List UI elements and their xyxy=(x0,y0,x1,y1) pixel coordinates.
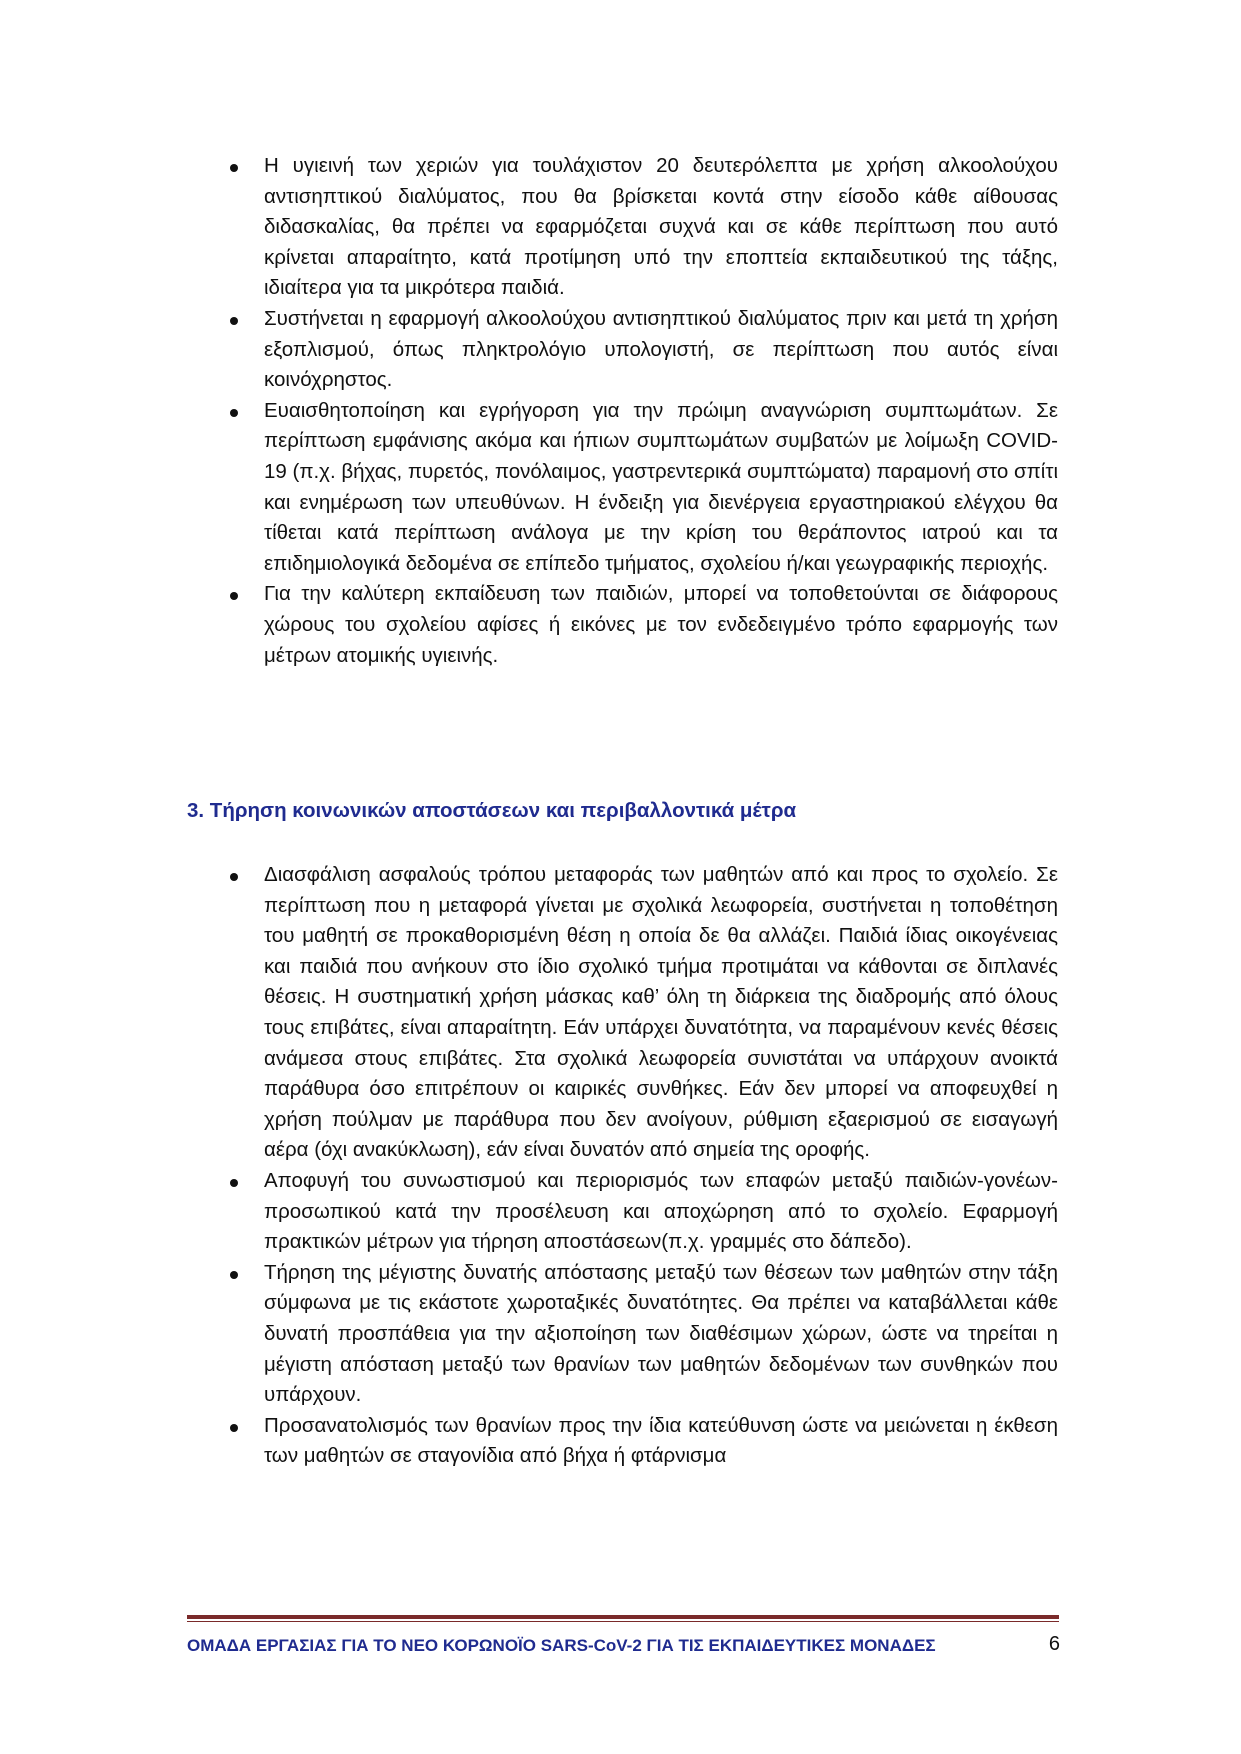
list-item xyxy=(228,304,1058,396)
bullet-icon xyxy=(230,1271,238,1279)
list-item-text: Τήρηση της μέγιστης δυνατής απόστασης μεταξύ των θέσεων των μαθητών στην τάξη σύμφωνα με τις εκάστοτε χωροταξικές δυνατότητες. Θα πρέπει να καταβάλλεται κάθε δυνατή προσπάθεια για την αξιοποίηση των διαθέσιμων χώρων, ώστε να τηρείται η μέγιστη απόσταση μεταξύ των θρανίων των μαθητών δεδομένων των συνθηκών που υπάρχουν. xyxy=(264,1260,1058,1407)
list-item xyxy=(228,860,1058,1166)
list-item-text: Συστήνεται η εφαρμογή αλκοολούχου αντισηπτικού διαλύματος πριν και μετά τη χρήση εξοπλισμού, όπως πληκτρολόγιο υπολογιστή, σε περίπτωση που αυτός είναι κοινόχρηστος. xyxy=(264,306,1058,392)
footer-divider xyxy=(187,1615,1059,1619)
list-item-text: Διασφάλιση ασφαλούς τρόπου μεταφοράς των μαθητών από και προς το σχολείο. Σε περίπτωση που η μεταφορά γίνεται με σχολικά λεωφορεία, συστήνεται η τοποθέτηση του μαθητή σε προκαθορισμένη θέση η οποία δε θα αλλάζει. Παιδιά ίδιας οικογένειας και παιδιά που ανήκουν στο ίδιο σχολικό τμήμα προτιμάται να κάθονται σε διπλανές θέσεις. Η συστηματική χρήση μάσκας καθ’ όλη τη διάρκεια της διαδρομής από όλους τους επιβάτες, είναι απαραίτητη. Εάν υπάρχει δυνατότητα, να παραμένουν κενές θέσεις ανάμεσα στους επιβάτες. Στα σχολικά λεωφορεία συνιστάται να υπάρχουν ανοικτά παράθυρα όσο επιτρέπουν οι καιρικές συνθήκες. Εάν δεν μπορεί να αποφευχθεί η χρήση πούλμαν με παράθυρα που δεν ανοίγουν, ρύθμιση εξαερισμού σε εισαγωγή αέρα (όχι ανακύκλωση), εάν είναι δυνατόν από σημεία της οροφής. xyxy=(264,863,1058,1162)
bullet-icon xyxy=(230,317,238,325)
hygiene-measures-list-container xyxy=(228,151,1058,671)
footer-title: ΟΜΑΔΑ ΕΡΓΑΣΙΑΣ ΓΙΑ ΤΟ ΝΕΟ ΚΟΡΩΝΟΪΟ SARS-CoV-2 ΓΙΑ ΤΙΣ ΕΚΠΑΙΔΕΥΤΙΚΕΣ ΜΟΝΑΔΕΣ xyxy=(187,1636,936,1655)
hygiene-measures-list xyxy=(228,151,1058,671)
list-item-text: Αποφυγή του συνωστισμού και περιορισμός των επαφών μεταξύ παιδιών-γονέων-προσωπικού κατά την προσέλευση και αποχώρηση από το σχολείο. Εφαρμογή πρακτικών μέτρων για τήρηση αποστάσεων(π.χ. γραμμές στο δάπεδο). xyxy=(264,1168,1058,1254)
list-item xyxy=(228,396,1058,580)
bullet-icon xyxy=(230,1179,238,1187)
bullet-icon xyxy=(230,873,238,881)
distancing-measures-list xyxy=(228,860,1058,1472)
distancing-measures-list-container xyxy=(228,860,1058,1472)
bullet-icon xyxy=(230,1424,238,1432)
list-item-text: Προσανατολισμός των θρανίων προς την ίδια κατεύθυνση ώστε να μειώνεται η έκθεση των μαθητών σε σταγονίδια από βήχα ή φτάρνισμα xyxy=(264,1413,1058,1468)
page-number: 6 xyxy=(1048,1633,1060,1655)
list-item-text: Για την καλύτερη εκπαίδευση των παιδιών, μπορεί να τοποθετούνται σε διάφορους χώρους του σχολείου αφίσες ή εικόνες με τον ενδεδειγμένο τρόπο εφαρμογής των μέτρων ατομικής υγιεινής. xyxy=(264,582,1058,667)
list-item xyxy=(228,1411,1058,1472)
bullet-icon xyxy=(230,164,238,172)
bullet-icon xyxy=(230,409,238,417)
list-item xyxy=(228,151,1058,304)
list-item-text: Ευαισθητοποίηση και εγρήγορση για την πρώιμη αναγνώριση συμπτωμάτων. Σε περίπτωση εμφάνισης ακόμα και ήπιων συμπτωμάτων συμβατών με λοίμωξη COVID-19 (π.χ. βήχας, πυρετός, πονόλαιμος, γαστρεντερικά συμπτώματα) παραμονή στο σπίτι και ενημέρωση των υπευθύνων. Η ένδειξη για διενέργεια εργαστηριακού ελέγχου θα τίθεται κατά περίπτωση ανάλογα με την κρίση του θεράποντος ιατρού και τα επιδημιολογικά δεδομένα σε επίπεδο τμήματος, σχολείου ή/και γεωγραφικής περιοχής. xyxy=(264,398,1058,575)
list-item xyxy=(228,1258,1058,1411)
list-item-text: Η υγιεινή των χεριών για τουλάχιστον 20 δευτερόλεπτα με χρήση αλκοολούχου αντισηπτικού διαλύματος, που θα βρίσκεται κοντά στην είσοδο κάθε αίθουσας διδασκαλίας, θα πρέπει να εφαρμόζεται συχνά και σε κάθε περίπτωση που αυτό κρίνεται απαραίτητο, κατά προτίμηση υπό την εποπτεία εκπαιδευτικού της τάξης, ιδιαίτερα για τα μικρότερα παιδιά. xyxy=(264,154,1058,300)
list-item xyxy=(228,579,1058,671)
bullet-icon xyxy=(230,592,238,600)
section-heading: 3. Τήρηση κοινωνικών αποστάσεων και περιβαλλοντικά μέτρα xyxy=(187,799,797,822)
footer-divider-thin xyxy=(187,1621,1059,1622)
list-item xyxy=(228,1166,1058,1258)
